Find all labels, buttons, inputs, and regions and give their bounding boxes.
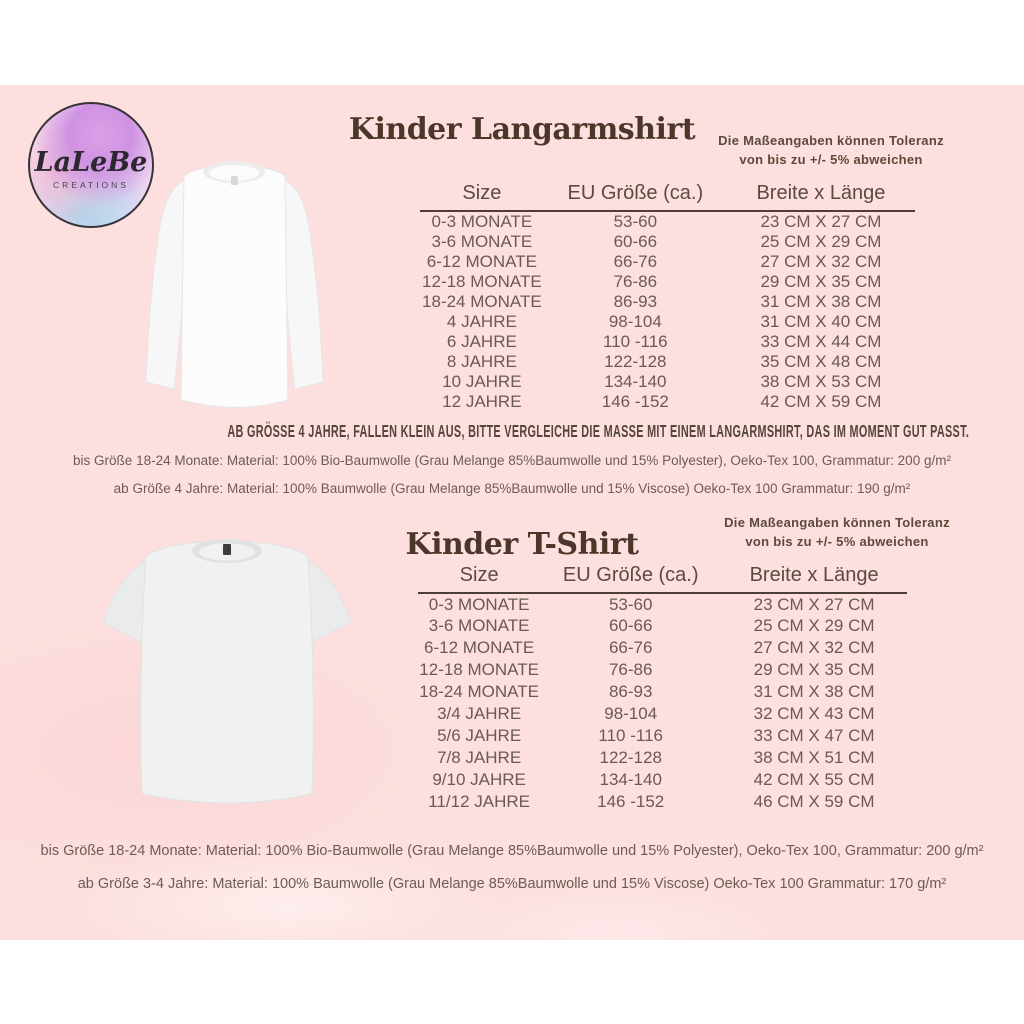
collar-label — [223, 544, 231, 555]
brand-name: LaLeBe — [34, 146, 148, 178]
table-cell: 31 CM X 38 CM — [760, 292, 882, 311]
column-header-eu-groesse: EU Größe (ca.) — [544, 182, 727, 211]
table-row — [420, 211, 915, 232]
table-cell: 122-128 — [599, 748, 662, 767]
table-row — [420, 272, 915, 292]
column-header-breite-laenge: Breite x Länge — [727, 182, 915, 211]
tshirt-title: Kinder T-Shirt — [405, 527, 639, 562]
table-row — [418, 681, 907, 703]
collar-label — [231, 176, 238, 185]
table-cell: 18-24 MONATE — [422, 292, 542, 311]
table-cell: 146 -152 — [601, 392, 669, 411]
table-cell: 42 CM X 55 CM — [753, 770, 875, 789]
table-cell: 25 CM X 29 CM — [760, 232, 882, 251]
fit-warning-text: AB GRÖSSE 4 JAHRE, FALLEN KLEIN AUS, BITTE VERGLEICHE DIE MASSE MIT EINEM LANGARMSHIRT, DAS IM MOMENT GUT PASST. — [227, 421, 970, 441]
table-cell: 122-128 — [604, 352, 667, 371]
table-cell: 23 CM X 27 CM — [760, 212, 882, 231]
table-row — [418, 769, 907, 791]
langarmshirt-material-line2: ab Größe 4 Jahre: Material: 100% Baumwolle (Grau Melange 85%Baumwolle und 15% Viscose) Oeko-Tex 100 Grammatur: 190 g/m² — [113, 481, 911, 496]
table-row — [418, 725, 907, 747]
table-cell: 12-18 MONATE — [422, 272, 542, 291]
tolerance-line2: von bis zu +/- 5% abweichen — [745, 534, 929, 549]
tshirt-size-table — [418, 564, 907, 813]
table-row — [418, 593, 907, 615]
langarmshirt-title: Kinder Langarmshirt — [348, 112, 696, 147]
table-cell: 27 CM X 32 CM — [753, 638, 875, 657]
table-cell: 33 CM X 47 CM — [753, 726, 875, 745]
table-cell: 60-66 — [613, 232, 658, 251]
table-row — [420, 352, 915, 372]
table-cell: 7/8 JAHRE — [437, 748, 522, 767]
table-cell: 27 CM X 32 CM — [760, 252, 882, 271]
table-cell: 33 CM X 44 CM — [760, 332, 882, 351]
table-cell: 38 CM X 53 CM — [760, 372, 882, 391]
table-cell: 35 CM X 48 CM — [760, 352, 882, 371]
table-cell: 76-86 — [613, 272, 658, 291]
table-row — [420, 312, 915, 332]
table-row — [420, 232, 915, 252]
langarmshirt-material-line1: bis Größe 18-24 Monate: Material: 100% Bio-Baumwolle (Grau Melange 85%Baumwolle und 15% Polyester), Oeko-Tex 100, Grammatur: 200 g/m² — [73, 453, 951, 468]
table-cell: 6-12 MONATE — [424, 638, 535, 657]
table-row — [420, 392, 915, 412]
table-cell: 23 CM X 27 CM — [753, 594, 875, 614]
table-cell: 6-12 MONATE — [426, 252, 537, 271]
table-cell: 110 -116 — [598, 726, 663, 745]
table-cell: 98-104 — [604, 704, 658, 723]
table-cell: 3-6 MONATE — [428, 616, 530, 635]
table-cell: 86-93 — [608, 682, 653, 701]
table-cell: 12 JAHRE — [442, 392, 522, 411]
column-header-eu-groesse: EU Größe (ca.) — [540, 564, 721, 593]
table-row — [420, 252, 915, 272]
table-cell: 3-6 MONATE — [431, 232, 533, 251]
table-cell: 0-3 MONATE — [431, 212, 533, 231]
tshirt-material-line2: ab Größe 3-4 Jahre: Material: 100% Baumwolle (Grau Melange 85%Baumwolle und 15% Viscose) Oeko-Tex 100 Grammatur: 170 g/m² — [77, 876, 947, 892]
table-cell: 5/6 JAHRE — [437, 726, 522, 745]
table-cell: 11/12 JAHRE — [428, 792, 530, 811]
table-row — [420, 372, 915, 392]
table-cell: 66-76 — [608, 638, 653, 657]
table-cell: 3/4 JAHRE — [437, 704, 522, 723]
tolerance-line1: Die Maßeangaben können Toleranz — [724, 515, 950, 530]
tshirt-material-line1: bis Größe 18-24 Monate: Material: 100% Bio-Baumwolle (Grau Melange 85%Baumwolle und 15% Polyester), Oeko-Tex 100, Grammatur: 200 g/m² — [40, 843, 984, 859]
table-cell: 134-140 — [604, 372, 667, 391]
table-cell: 46 CM X 59 CM — [753, 792, 875, 811]
longsleeve-shirt-image — [112, 148, 357, 426]
table-cell: 32 CM X 43 CM — [753, 704, 875, 723]
table-row — [418, 791, 907, 813]
table-cell: 8 JAHRE — [446, 352, 517, 371]
table-cell: 60-66 — [608, 616, 653, 635]
table-row — [420, 292, 915, 312]
table-cell: 76-86 — [608, 660, 653, 679]
column-header-size: Size — [418, 564, 540, 593]
table-cell: 31 CM X 38 CM — [753, 682, 875, 701]
table-cell: 146 -152 — [597, 792, 665, 811]
table-row — [418, 615, 907, 637]
table-cell: 25 CM X 29 CM — [753, 616, 875, 635]
table-cell: 38 CM X 51 CM — [753, 748, 875, 767]
table-cell: 98-104 — [608, 312, 662, 331]
table-row — [420, 332, 915, 352]
table-header-row — [418, 564, 907, 593]
langarmshirt-size-table — [420, 182, 915, 412]
table-cell: 29 CM X 35 CM — [760, 272, 882, 291]
table-cell: 6 JAHRE — [446, 332, 517, 351]
table-cell: 134-140 — [599, 770, 662, 789]
table-row — [418, 659, 907, 681]
column-header-breite-laenge: Breite x Länge — [721, 564, 907, 593]
tshirt-image — [82, 520, 372, 812]
table-cell: 10 JAHRE — [442, 372, 522, 391]
tolerance-note-langarmshirt — [700, 131, 962, 169]
table-cell: 66-76 — [613, 252, 658, 271]
tolerance-note-tshirt — [712, 513, 962, 551]
table-header-row — [420, 182, 915, 211]
table-cell: 86-93 — [613, 292, 658, 311]
table-cell: 110 -116 — [603, 332, 668, 351]
table-cell: 53-60 — [613, 212, 658, 231]
table-cell: 4 JAHRE — [446, 312, 517, 331]
table-cell: 12-18 MONATE — [419, 660, 539, 679]
tolerance-line1: Die Maßeangaben können Toleranz — [718, 133, 944, 148]
brand-subtitle: CREATIONS — [53, 179, 129, 190]
tolerance-line2: von bis zu +/- 5% abweichen — [739, 152, 923, 167]
table-cell: 9/10 JAHRE — [432, 770, 526, 789]
table-cell: 0-3 MONATE — [428, 594, 530, 614]
table-cell: 42 CM X 59 CM — [760, 392, 882, 411]
table-cell: 31 CM X 40 CM — [760, 312, 882, 331]
table-row — [418, 703, 907, 725]
table-cell: 29 CM X 35 CM — [753, 660, 875, 679]
table-cell: 53-60 — [608, 594, 653, 614]
table-cell: 18-24 MONATE — [419, 682, 539, 701]
table-row — [418, 637, 907, 659]
table-row — [418, 747, 907, 769]
column-header-size: Size — [420, 182, 544, 211]
